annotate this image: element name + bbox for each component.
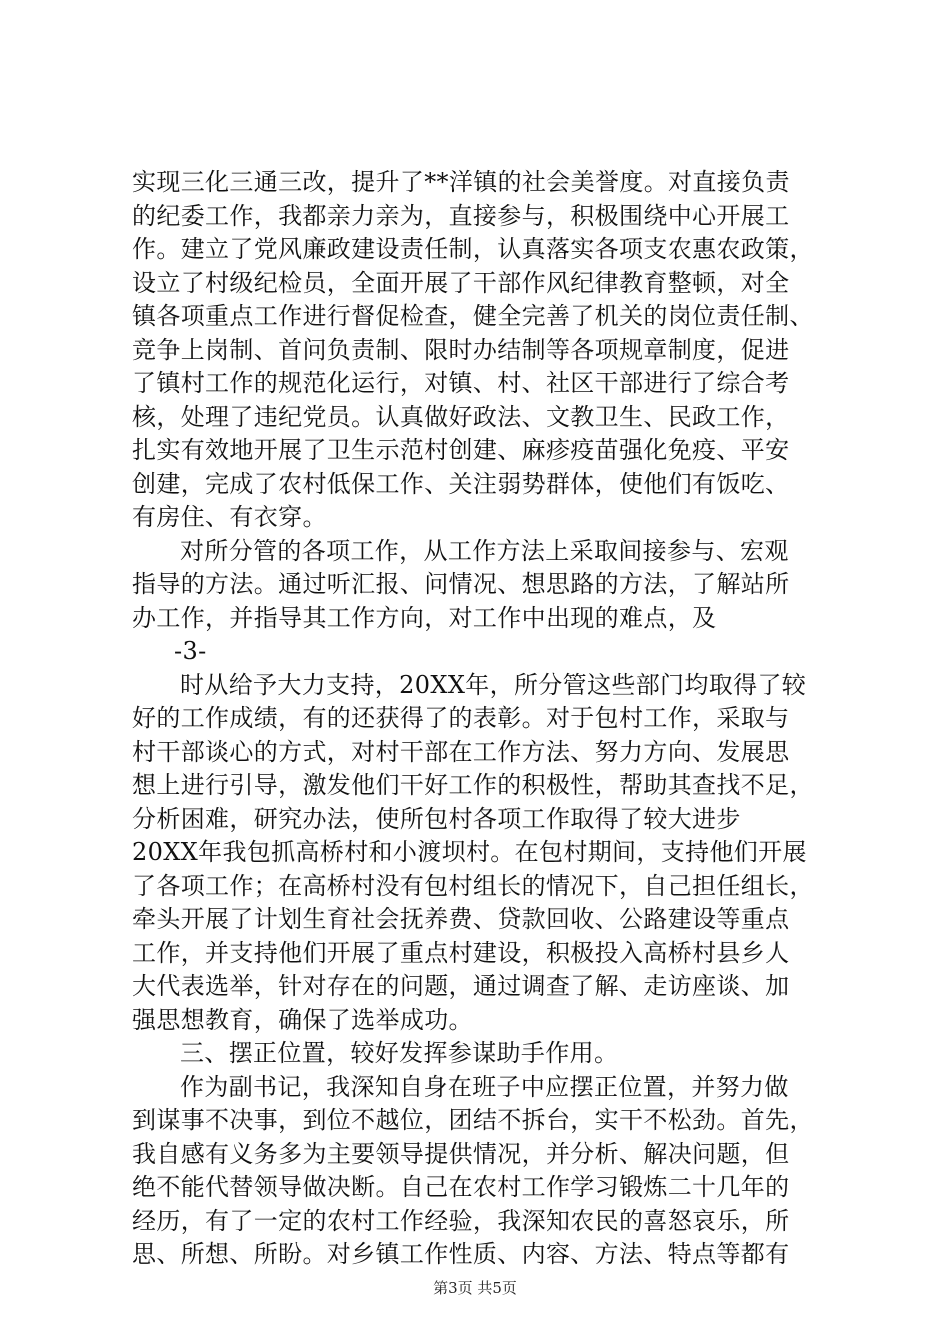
- paragraph-start-line: 作为副书记，我深知自身在班子中应摆正位置，并努力做: [180, 1072, 789, 1101]
- text-line: 办工作，并指导其工作方向，对工作中出现的难点，及: [132, 603, 717, 632]
- text-line: 牵头开展了计划生育社会抚养费、贷款回收、公路建设等重点: [132, 905, 790, 933]
- page-footer: 第3页 共5页: [433, 1279, 517, 1297]
- text-line: 有房住、有衣穿。: [132, 503, 327, 531]
- text-line: 工作，并支持他们开展了重点村建设，积极投入高桥村县乡人: [132, 938, 790, 967]
- text-line: 经历，有了一定的农村工作经验，我深知农民的喜怒哀乐，所: [132, 1206, 790, 1235]
- text-line: 创建，完成了农村低保工作、关注弱势群体，使他们有饭吃、: [132, 469, 790, 498]
- text-line: 绝不能代替领导做决断。自己在农村工作学习锻炼二十几年的: [132, 1173, 790, 1201]
- text-line: 了各项工作；在高桥村没有包村组长的情况下，自己担任组长，: [132, 871, 814, 900]
- text-line: 好的工作成绩，有的还获得了的表彰。对于包村工作，采取与: [132, 704, 790, 732]
- paragraph-start-line: 时从给予大力支持，20XX年，所分管这些部门均取得了较: [180, 670, 807, 699]
- paragraph-start-line: 对所分管的各项工作，从工作方法上采取间接参与、宏观: [180, 536, 789, 565]
- text-line: 设立了村级纪检员，全面开展了干部作风纪律教育整顿，对全: [132, 268, 790, 297]
- text-line: 镇各项重点工作进行督促检查，健全完善了机关的岗位责任制、: [132, 302, 814, 330]
- text-line: 20XX年我包抓高桥村和小渡坝村。在包村期间，支持他们开展: [132, 838, 807, 866]
- text-line: 分析困难，研究办法，使所包村各项工作取得了较大进步: [132, 804, 741, 833]
- text-line: 指导的方法。通过听汇报、问情况、想思路的方法，了解站所: [132, 570, 790, 598]
- section-heading: 三、摆正位置，较好发挥参谋助手作用。: [180, 1039, 619, 1067]
- body-text: [132, 166, 832, 1272]
- text-line: 村干部谈心的方式，对村干部在工作方法、努力方向、发展思: [132, 737, 790, 766]
- text-line: 核，处理了违纪党员。认真做好政法、文教卫生、民政工作，: [132, 402, 790, 431]
- text-line: 实现三化三通三改，提升了**洋镇的社会美誉度。对直接负责: [132, 168, 790, 196]
- text-line: 扎实有效地开展了卫生示范村创建、麻疹疫苗强化免疫、平安: [132, 436, 790, 464]
- text-line: 思、所想、所盼。对乡镇工作性质、内容、方法、特点等都有: [132, 1240, 790, 1268]
- text-line: 大代表选举，针对存在的问题，通过调查了解、走访座谈、加: [132, 972, 790, 1000]
- text-line: 我自感有义务多为主要领导提供情况，并分析、解决问题，但: [132, 1139, 790, 1168]
- inline-page-marker: -3-: [174, 637, 207, 665]
- text-line: 想上进行引导，激发他们干好工作的积极性，帮助其查找不足，: [132, 771, 814, 799]
- text-line: 了镇村工作的规范化运行，对镇、村、社区干部进行了综合考: [132, 369, 790, 397]
- text-line: 竞争上岗制、首问负责制、限时办结制等各项规章制度，促进: [132, 335, 790, 364]
- text-line: 的纪委工作，我都亲力亲为，直接参与，积极围绕中心开展工: [132, 201, 790, 230]
- text-line: 强思想教育，确保了选举成功。: [132, 1005, 473, 1034]
- text-line: 到谋事不决事，到位不越位，团结不拆台，实干不松劲。首先，: [132, 1106, 814, 1134]
- text-line: 作。建立了党风廉政建设责任制，认真落实各项支农惠农政策，: [132, 235, 814, 263]
